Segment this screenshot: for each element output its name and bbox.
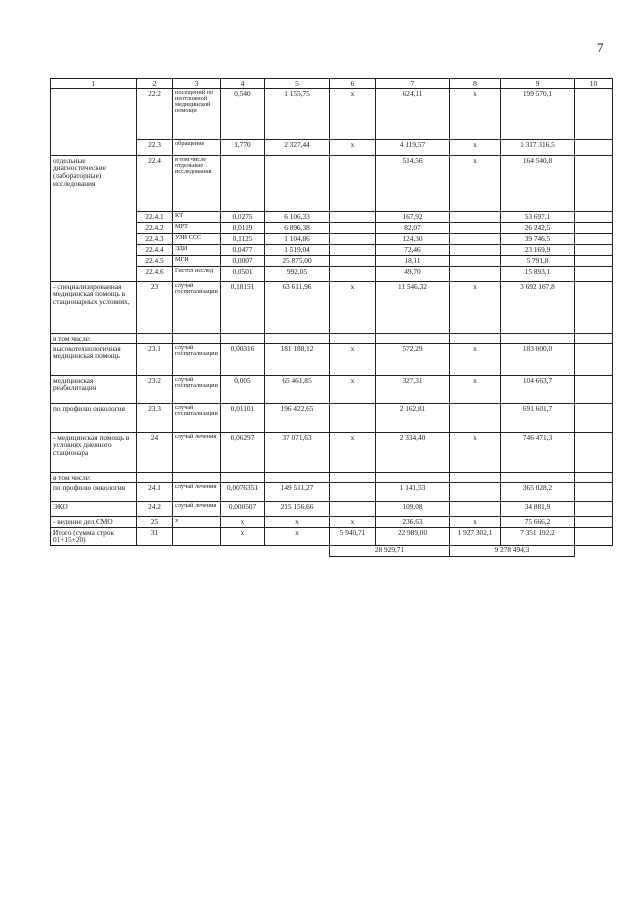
table-cell-c1: - ведение дел СМО [51,517,137,528]
table-cell-c4: 1,770 [221,140,265,156]
table-cell-c5: 65 461,85 [265,376,330,404]
table-cell-c1 [51,140,137,156]
table-cell-c4 [221,334,265,344]
table-cell-c3: посещений по неотложной медицинской помощи [173,89,221,140]
table-cell-c2: 23.3 [137,404,173,433]
header-cell: 10 [575,79,613,89]
table-cell-c4: 0,0477 [221,245,265,256]
table-cell-c10 [575,473,613,483]
table-cell-c2 [137,473,173,483]
table-cell-c5 [265,473,330,483]
table-cell-c9: 75 666,2 [501,517,575,528]
table-cell-c3: случай госпитализации [173,404,221,433]
table-cell-c1: Итого (сумма строк 01+15+20) [51,528,137,546]
table-row [51,404,613,433]
table-cell-c7: 624,11 [376,89,450,140]
table-cell-c2: 22.3 [137,140,173,156]
table-cell-c3 [173,528,221,546]
table-cell-c8: х [450,517,501,528]
table-cell-c6 [330,502,376,517]
table-cell-c8: х [450,89,501,140]
table-cell-c7: 572,29 [376,344,450,376]
table-cell-c7: 236,63 [376,517,450,528]
table-cell-c6: 5 940,71 [330,528,376,546]
table-row [51,156,613,212]
table-cell-c9: 104 663,7 [501,376,575,404]
table-row [51,433,613,473]
header-cell: 3 [173,79,221,89]
table-cell-c3: случай госпитализации [173,344,221,376]
table-cell-c6 [330,256,376,267]
table-row [51,256,613,267]
table-cell-c9 [501,473,575,483]
table-cell-c10 [575,344,613,376]
table-cell-c8: х [450,376,501,404]
table-cell-c5: 6 106,33 [265,212,330,223]
table-cell-c3: случай госпитализации [173,376,221,404]
table-cell-c4: 0,540 [221,89,265,140]
table-cell-c5: 37 071,63 [265,433,330,473]
totals-row [51,545,613,556]
table-cell-c8 [450,245,501,256]
table-cell-c8: 1 927 302,1 [450,528,501,546]
table-cell-c5: 1 104,86 [265,234,330,245]
table-cell-c9: 164 540,8 [501,156,575,212]
table-cell-c2: 31 [137,528,173,546]
table-cell-c3: МРТ [173,223,221,234]
table-cell-c8 [450,223,501,234]
table-cell-c1 [51,256,137,267]
table-cell-c3: Гистол исслед [173,267,221,282]
table-cell-c10 [575,267,613,282]
table-cell-c2: 22.4.5 [137,256,173,267]
totals-left-value: 28 929,71 [330,545,450,556]
table-cell-c1: отдельные диагностические (лабораторные) исследования [51,156,137,212]
table-cell-c8 [450,404,501,433]
table-cell-c6 [330,267,376,282]
table-cell-c4: 0,18151 [221,282,265,334]
table-cell-c7: 124,30 [376,234,450,245]
header-cell: 9 [501,79,575,89]
table-cell-c3: х [173,517,221,528]
table-cell-c3: УЗИ ССС [173,234,221,245]
table-cell-c9: 1 317 316,5 [501,140,575,156]
table-cell-c4: 0,01101 [221,404,265,433]
page-number: 7 [597,40,604,55]
table-cell-c5: 149 511,27 [265,483,330,502]
table-cell-c5: 181 188,12 [265,344,330,376]
table-cell-c8 [450,212,501,223]
table-cell-c7: 72,46 [376,245,450,256]
table-cell-c10 [575,234,613,245]
table-row [51,282,613,334]
table-cell-c5: 25 875,00 [265,256,330,267]
table-cell-c6 [330,234,376,245]
table-cell-c10 [575,282,613,334]
table-cell-c7: 22 989,00 [376,528,450,546]
table-cell-c5: 6 896,38 [265,223,330,234]
header-cell: 4 [221,79,265,89]
table-cell-c3: случай лечения [173,502,221,517]
table-cell-c9 [501,334,575,344]
table-cell-c4: 0,06297 [221,433,265,473]
table-cell-c2: 24 [137,433,173,473]
table-cell-c3: КТ [173,212,221,223]
table-cell-c7: 327,31 [376,376,450,404]
table-cell-c10 [575,223,613,234]
table-cell-c10 [575,256,613,267]
totals-right-value: 9 278 494,3 [450,545,575,556]
table-cell-c2: 24.2 [137,502,173,517]
table-cell-c1: ЭКО [51,502,137,517]
table-cell-c1: высокотехнологичная медицинская помощь [51,344,137,376]
table-row [51,473,613,483]
table-cell-c9: 34 881,9 [501,502,575,517]
table-cell-c6 [330,245,376,256]
table-cell-c6 [330,212,376,223]
table-cell-c1: по профилю онкология [51,483,137,502]
table-cell-c6 [330,404,376,433]
table-cell-c7: 11 546,32 [376,282,450,334]
table-cell-c5: х [265,517,330,528]
table-cell-c3: случай госпитализации [173,282,221,334]
table-cell-c7: 82,07 [376,223,450,234]
table-cell-c9: 365 028,2 [501,483,575,502]
table-cell-c4: 0,0007 [221,256,265,267]
table-cell-c3: случай лечения [173,433,221,473]
table-cell-c7: 2 334,40 [376,433,450,473]
table-cell-c5: 1 519,04 [265,245,330,256]
header-cell: 8 [450,79,501,89]
header-cell: 7 [376,79,450,89]
table-cell-c2: 25 [137,517,173,528]
table-cell-c1 [51,245,137,256]
table-row [51,234,613,245]
table-cell-c4 [221,473,265,483]
table-cell-c9: 15 893,1 [501,267,575,282]
table-cell-c4: 0,000507 [221,502,265,517]
totals-blank [51,545,330,556]
table-cell-c5: 215 156,66 [265,502,330,517]
table-cell-c5: 63 611,96 [265,282,330,334]
table-cell-c3: МГИ [173,256,221,267]
table-cell-c10 [575,212,613,223]
table-cell-c10 [575,376,613,404]
table-cell-c2 [137,334,173,344]
table-cell-c2: 22.4 [137,156,173,212]
table-cell-c1: по профилю онкология [51,404,137,433]
table-cell-c4: 0,0275 [221,212,265,223]
table-header-row [51,79,613,89]
table-cell-c1: медицинская реабилитация [51,376,137,404]
table-cell-c2: 23.2 [137,376,173,404]
table-cell-c7 [376,334,450,344]
table-cell-c10 [575,245,613,256]
table-cell-c6 [330,473,376,483]
table-row [51,483,613,502]
table-cell-c8 [450,473,501,483]
table-cell-c7: 167,92 [376,212,450,223]
table-row [51,334,613,344]
table-cell-c2: 23 [137,282,173,334]
table-cell-c6: х [330,282,376,334]
table-row [51,517,613,528]
table-row [51,528,613,546]
table-cell-c8: х [450,344,501,376]
table-cell-c4: х [221,528,265,546]
table-cell-c4: 0,1125 [221,234,265,245]
table-cell-c10 [575,502,613,517]
table-cell-c7: 4 119,57 [376,140,450,156]
table-cell-c5 [265,334,330,344]
table-cell-c4: 0,0501 [221,267,265,282]
table-cell-c10 [575,517,613,528]
table-row [51,223,613,234]
table-cell-c1 [51,223,137,234]
table-cell-c6: х [330,89,376,140]
table-cell-c4: 0,005 [221,376,265,404]
table-cell-c6: х [330,140,376,156]
table-cell-c6 [330,223,376,234]
table-cell-c4: 0,0119 [221,223,265,234]
table-row [51,212,613,223]
table-cell-c10 [575,140,613,156]
table-row [51,89,613,140]
table-row [51,245,613,256]
table-row [51,344,613,376]
table-cell-c8: х [450,140,501,156]
table-cell-c1 [51,267,137,282]
table-cell-c10 [575,483,613,502]
header-cell: 2 [137,79,173,89]
table-cell-c6 [330,334,376,344]
table-cell-c1: - специализированная медицинская помощь в стационарных условиях, [51,282,137,334]
table-cell-c7: 49,70 [376,267,450,282]
table-cell-c9: 5 791,8 [501,256,575,267]
table-cell-c7: 514,56 [376,156,450,212]
table-cell-c5: 992,05 [265,267,330,282]
table-cell-c6: х [330,376,376,404]
table-row [51,376,613,404]
table-cell-c1 [51,234,137,245]
table-cell-c6 [330,156,376,212]
table-cell-c1: в том числе: [51,334,137,344]
table-cell-c4 [221,156,265,212]
table-cell-c3: ЭДИ [173,245,221,256]
table-cell-c6: х [330,344,376,376]
table-cell-c6: х [330,517,376,528]
header-cell: 6 [330,79,376,89]
table-cell-c7: 1 141,53 [376,483,450,502]
table-cell-c10 [575,334,613,344]
medical-care-volume-table [50,78,613,557]
table-cell-c9: 39 746,5 [501,234,575,245]
table-cell-c3 [173,334,221,344]
table-cell-c5: 2 327,44 [265,140,330,156]
table-cell-c7: 2 162,81 [376,404,450,433]
table-cell-c1: в том числе: [51,473,137,483]
table-cell-c9: 183 000,0 [501,344,575,376]
table-cell-c9: 26 242,5 [501,223,575,234]
table-cell-c5: 1 155,75 [265,89,330,140]
table-cell-c8 [450,256,501,267]
table-cell-c10 [575,89,613,140]
table-cell-c1: - медицинская помощь в условиях дневного стационара [51,433,137,473]
table-cell-c9: 746 471,3 [501,433,575,473]
table-cell-c4: х [221,517,265,528]
table-cell-c10 [575,433,613,473]
table-cell-c5: х [265,528,330,546]
table-row [51,140,613,156]
header-cell: 1 [51,79,137,89]
table-cell-c10 [575,156,613,212]
table-cell-c2: 22.4.2 [137,223,173,234]
table-cell-c2: 23.1 [137,344,173,376]
table-cell-c8 [450,234,501,245]
header-cell: 5 [265,79,330,89]
table-cell-c2: 24.1 [137,483,173,502]
table-cell-c7 [376,473,450,483]
table-cell-c5: 196 422,65 [265,404,330,433]
table-cell-c3 [173,473,221,483]
table-cell-c8 [450,267,501,282]
table-cell-c8: х [450,282,501,334]
totals-trailing-blank [575,545,613,556]
table-cell-c3: случай лечения [173,483,221,502]
table-cell-c9: 53 697,1 [501,212,575,223]
table-cell-c8: х [450,156,501,212]
table-cell-c4: 0,00316 [221,344,265,376]
table-cell-c2: 22.2 [137,89,173,140]
table-cell-c10 [575,404,613,433]
table-cell-c3: обращение [173,140,221,156]
table-cell-c9: 3 692 167,8 [501,282,575,334]
table-cell-c7: 18,11 [376,256,450,267]
table-cell-c8 [450,334,501,344]
table-cell-c8 [450,483,501,502]
table-cell-c2: 22.4.4 [137,245,173,256]
table-cell-c8 [450,502,501,517]
table-cell-c9: 7 351 192,2 [501,528,575,546]
table-cell-c9: 691 601,7 [501,404,575,433]
table-row [51,267,613,282]
table-row [51,502,613,517]
table-cell-c9: 23 169,9 [501,245,575,256]
table-cell-c5 [265,156,330,212]
table-cell-c2: 22.4.3 [137,234,173,245]
table-cell-c6 [330,483,376,502]
table-body [51,79,613,557]
table-cell-c9: 199 570,1 [501,89,575,140]
table-cell-c1 [51,212,137,223]
table-cell-c6: х [330,433,376,473]
table-cell-c2: 22.4.6 [137,267,173,282]
table-cell-c10 [575,528,613,546]
table-cell-c7: 109,08 [376,502,450,517]
table-cell-c4: 0,0076351 [221,483,265,502]
table-cell-c2: 22.4.1 [137,212,173,223]
table-cell-c8: х [450,433,501,473]
table-cell-c1 [51,89,137,140]
table-cell-c3: в том числе отдельные исследования [173,156,221,212]
